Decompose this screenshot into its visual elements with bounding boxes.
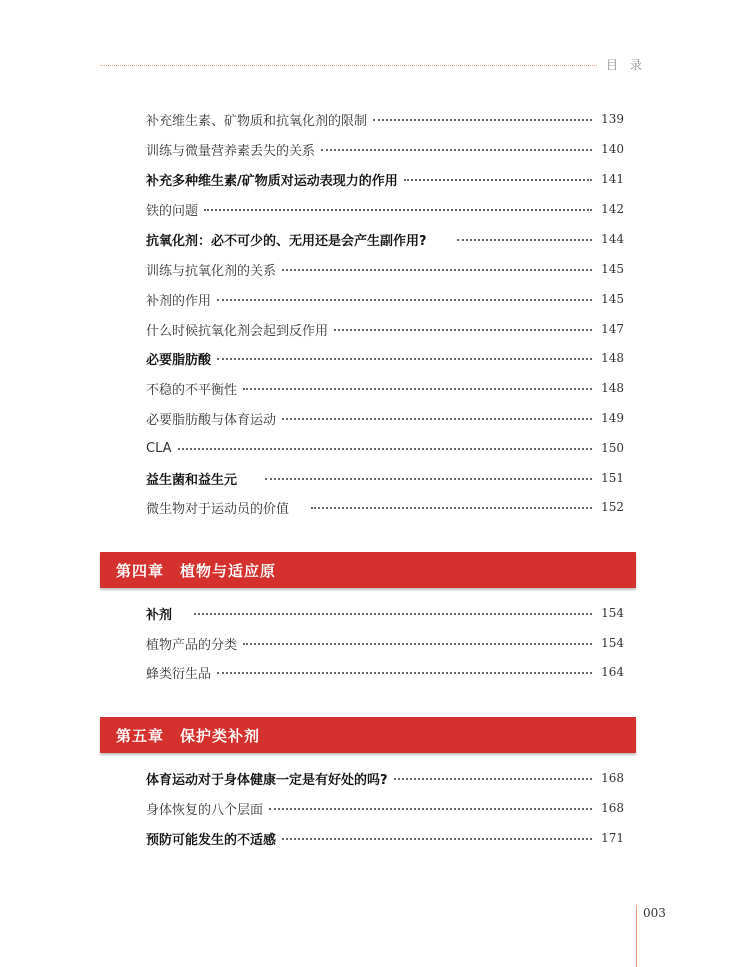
chapter-heading[interactable] (100, 717, 636, 753)
toc-entry-page: 154 (601, 606, 624, 620)
toc-entry[interactable] (146, 377, 624, 399)
toc-entry-page: 145 (601, 292, 624, 306)
toc-entry[interactable] (146, 108, 624, 130)
dot-leader (178, 448, 592, 450)
toc-entry-page: 148 (601, 351, 624, 365)
toc-entry-page: 168 (601, 771, 624, 785)
toc-entry[interactable] (146, 258, 624, 280)
page-number: 003 (643, 906, 666, 920)
header-rule (100, 65, 597, 66)
toc-entry[interactable] (146, 318, 624, 340)
toc-entry-page: 148 (601, 381, 624, 395)
toc-entry-title: 抗氧化剂：必不可少的、无用还是会产生副作用? (146, 233, 427, 249)
toc-entry-page: 150 (601, 441, 624, 455)
toc-entry-title: 补剂 (146, 607, 173, 623)
toc-entry[interactable] (146, 198, 624, 220)
dot-leader (217, 358, 592, 360)
header-label: 目 录 (606, 58, 646, 72)
dot-leader (217, 672, 592, 674)
toc-entry-title: 微生物对于运动员的价值 (146, 501, 290, 517)
dot-leader (204, 209, 592, 211)
toc-entry-page: 168 (601, 801, 624, 815)
toc-entry-title: 补充维生素、矿物质和抗氧化剂的限制 (146, 113, 368, 129)
toc-entry-page: 145 (601, 262, 624, 276)
toc-entry-page: 140 (601, 142, 624, 156)
toc-entry-page: 164 (601, 665, 624, 679)
chapter-heading[interactable] (100, 552, 636, 588)
footer-rule (636, 905, 637, 967)
chapter-title: 第四章 植物与适应原 (116, 561, 277, 580)
toc-entry[interactable] (146, 437, 624, 459)
toc-entry-title: 身体恢复的八个层面 (146, 802, 264, 818)
toc-entry[interactable] (146, 138, 624, 160)
toc-entry-title: 训练与微量营养素丢失的关系 (146, 143, 316, 159)
toc-entry-page: 151 (601, 471, 624, 485)
toc-entry[interactable] (146, 407, 624, 429)
toc-entry-page: 141 (601, 172, 624, 186)
toc-entry-title: CLA (146, 440, 172, 456)
toc-entry[interactable] (146, 168, 624, 190)
toc-entry-title: 补剂的作用 (146, 293, 212, 309)
toc-entry-page: 142 (601, 202, 624, 216)
toc-entry-title: 体育运动对于身体健康一定是有好处的吗? (146, 772, 388, 788)
dot-leader (243, 388, 592, 390)
toc-entry-title: 蜂类衍生品 (146, 666, 212, 682)
dot-leader (243, 643, 592, 645)
dot-leader (334, 329, 592, 331)
toc-entry-page: 147 (601, 322, 624, 336)
dot-leader (282, 838, 592, 840)
toc-entry[interactable] (146, 288, 624, 310)
toc-entry[interactable] (146, 767, 624, 789)
toc-entry-page: 149 (601, 411, 624, 425)
toc-entry-title: 益生菌和益生元 (146, 472, 238, 488)
toc-entry-page: 144 (601, 232, 624, 246)
toc-entry-page: 139 (601, 112, 624, 126)
toc-entry-page: 171 (601, 831, 624, 845)
toc-entry[interactable] (146, 827, 624, 849)
chapter-title: 第五章 保护类补剂 (116, 726, 261, 745)
dot-leader (282, 269, 592, 271)
toc-entry-page: 154 (601, 636, 624, 650)
dot-leader (394, 778, 592, 780)
dot-leader (265, 478, 592, 480)
dot-leader (282, 418, 592, 420)
toc-entry-page: 152 (601, 500, 624, 514)
toc-entry-title: 必要脂肪酸 (146, 352, 212, 368)
toc-entry-title: 什么时候抗氧化剂会起到反作用 (146, 323, 329, 339)
dot-leader (194, 613, 592, 615)
toc-entry[interactable] (146, 467, 624, 489)
toc-entry-title: 植物产品的分类 (146, 637, 238, 653)
toc-entry-title: 不稳的不平衡性 (146, 382, 238, 398)
toc-entry[interactable] (146, 797, 624, 819)
toc-entry-title: 铁的问题 (146, 203, 199, 219)
toc-entry-title: 补充多种维生素/矿物质对运动表现力的作用 (146, 173, 398, 189)
toc-entry[interactable] (146, 347, 624, 369)
dot-leader (404, 179, 592, 181)
toc-entry-title: 预防可能发生的不适感 (146, 832, 277, 848)
dot-leader (321, 149, 592, 151)
dot-leader (217, 299, 592, 301)
dot-leader (373, 119, 592, 121)
toc-entry-title: 训练与抗氧化剂的关系 (146, 263, 277, 279)
dot-leader (457, 239, 592, 241)
toc-entry[interactable] (146, 228, 624, 250)
toc-entry[interactable] (146, 496, 624, 518)
dot-leader (269, 808, 592, 810)
toc-entry[interactable] (146, 661, 624, 683)
toc-entry-title: 必要脂肪酸与体育运动 (146, 412, 277, 428)
toc-entry[interactable] (146, 602, 624, 624)
dot-leader (311, 507, 592, 509)
toc-entry[interactable] (146, 632, 624, 654)
